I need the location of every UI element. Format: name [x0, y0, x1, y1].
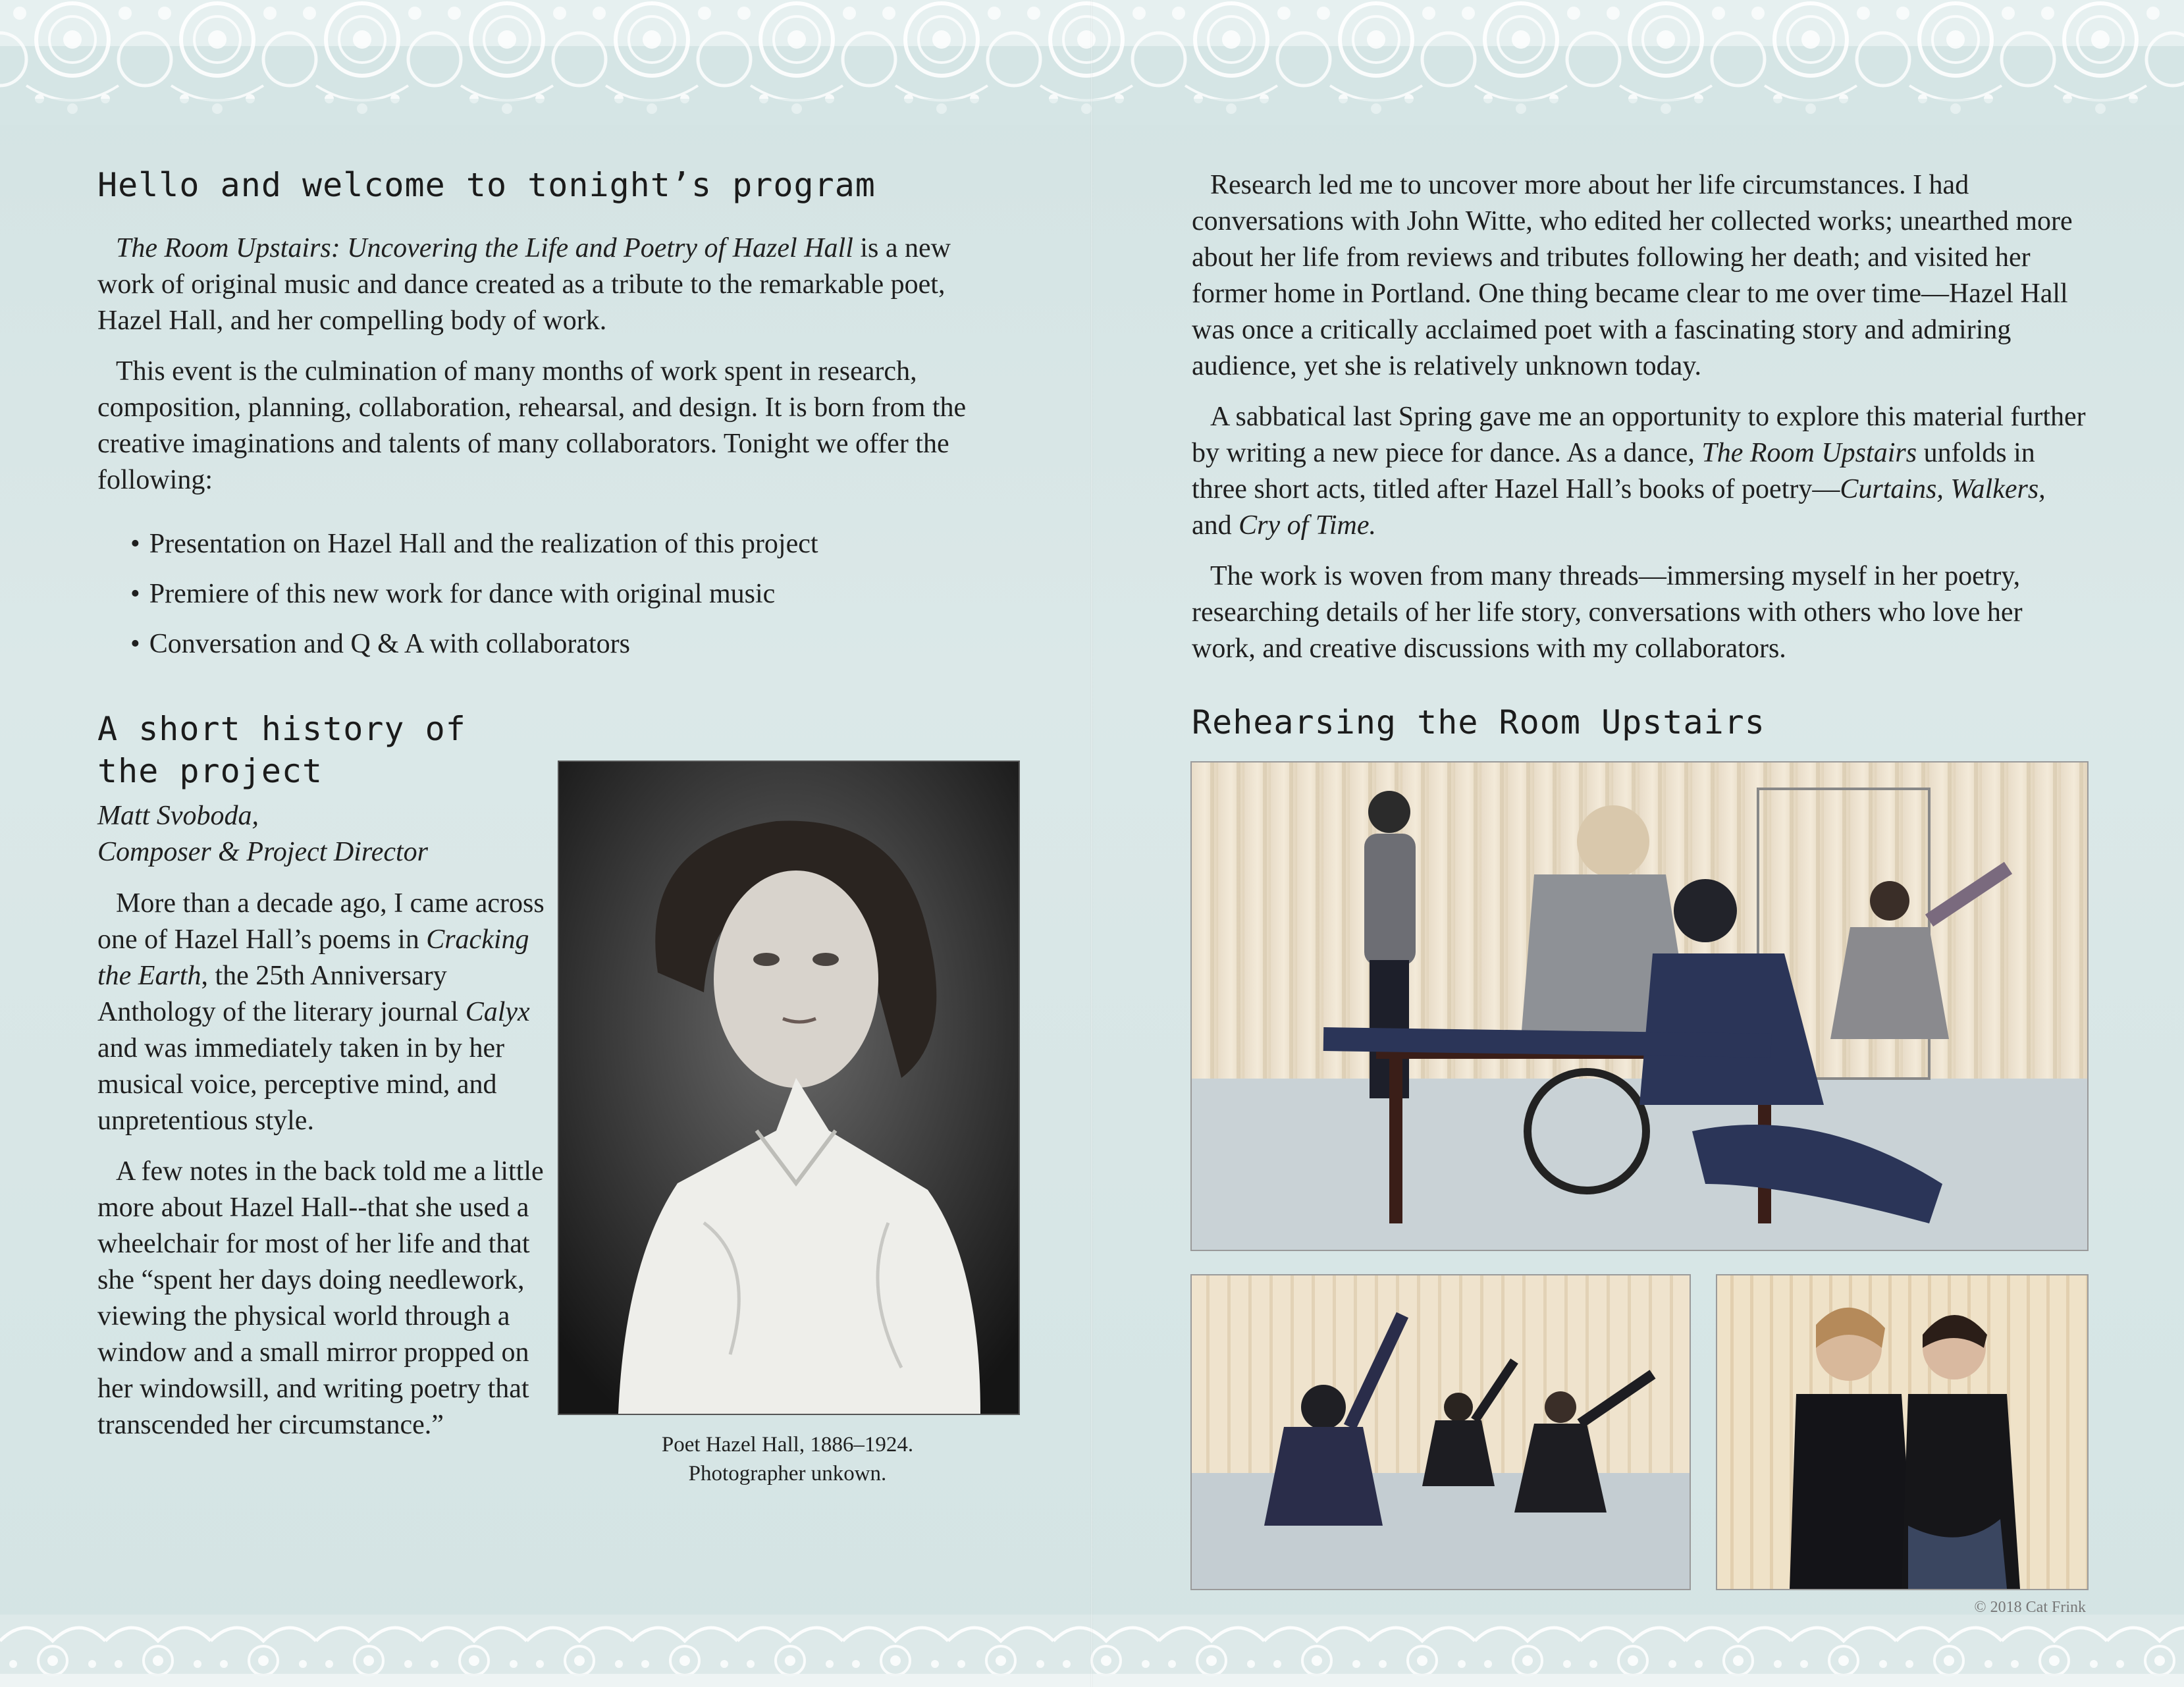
sabbatical-paragraph: [1192, 399, 2087, 544]
right-body: [1192, 167, 2087, 682]
intro-title: The Room Upstairs: Uncovering the Life and Poetry of Hazel Hall: [116, 233, 853, 263]
intro-paragraph: [97, 230, 999, 339]
research-paragraph: Research led me to uncover more about her life circumstances. I had conversations with John Witte, who edited her collected works; unearthed more about her life from reviews and tributes following her death; and visited her former home in Portland. One thing became clear to me over time—Hazel Hall was once a critically acclaimed poet with a fascinating story and admiring audience, yet she is relatively unknown today.: [1192, 170, 2073, 381]
photo-credit: © 2018 Cat Frink: [1974, 1599, 2086, 1616]
history-p1-text-e: and was immediately taken in by her musical voice, perceptive mind, and unpretentious style.: [97, 1033, 505, 1136]
culmination-paragraph: This event is the culmination of many months of work spent in research, composition, planning, collaboration, rehearsal, and design. It is born from the creative imaginations and talents of many collaborators. Tonight we offer the following:: [97, 356, 967, 495]
history-p1-text-a: More than a decade ago, I came across one of Hazel Hall’s poems in: [97, 888, 545, 955]
history-p1-text-c: , the 25th Anniversary Anthology of the literary journal: [97, 961, 466, 1027]
history-author: [97, 798, 539, 870]
sabbatical-text-e: and: [1192, 510, 1239, 541]
book-title-cracking-the-earth: Cracking the Earth: [97, 924, 529, 991]
history-heading-line-2: the project: [97, 752, 323, 790]
portrait-caption-line-2: Photographer unkown.: [688, 1462, 887, 1486]
rehearsal-photo-main: [1190, 761, 2089, 1251]
intro-text: is a new work of original music and dance created as a tribute to the remarkable poet, Hazel Hall, and her compelling body of work.: [97, 233, 951, 336]
portrait-caption-line-1: Poet Hazel Hall, 1886–1924.: [661, 1433, 914, 1457]
list-item: • Premiere of this new work for dance with original music: [130, 569, 999, 619]
history-body: [97, 886, 545, 1458]
rehearsal-heading: Rehearsing the Room Upstairs: [1192, 703, 1765, 741]
history-paragraph-1: [97, 886, 545, 1139]
author-name: Matt Svoboda,: [97, 801, 259, 831]
history-paragraph-2: A few notes in the back told me a little more about Hazel Hall--that she used a wheelchair for most of her life and that she “spent her days doing needlework, viewing the physical world through a window and a small mirror propped on her windowsill, and writing poetry that transcended her circumstance.”: [97, 1156, 544, 1440]
sabbatical-text-c: unfolds in three short acts, titled after Hazel Hall’s books of poetry—: [1192, 438, 2035, 504]
welcome-intro-section: [97, 230, 999, 513]
portrait-caption: [558, 1430, 1017, 1488]
history-heading-line-1: A short history of: [97, 710, 466, 748]
history-heading: [97, 708, 466, 792]
sabbatical-text-a: A sabbatical last Spring gave me an opportunity to explore this material further by writing a new piece for dance. As a dance,: [1192, 402, 2086, 468]
work-title: The Room Upstairs: [1701, 438, 1917, 468]
page-fold: [1090, 0, 1093, 1687]
hazel-hall-portrait-photo: [558, 761, 1020, 1415]
author-role: Composer & Project Director: [97, 837, 428, 867]
book-titles: Curtains, Walkers,: [1840, 474, 2046, 504]
list-item: • Presentation on Hazel Hall and the realization of this project: [130, 519, 999, 569]
rehearsal-photo-collaborators: [1716, 1274, 2089, 1590]
list-item: • Conversation and Q & A with collaborators: [130, 619, 999, 669]
journal-title-calyx: Calyx: [465, 997, 530, 1027]
book-title-cry-of-time: Cry of Time.: [1238, 510, 1377, 541]
woven-paragraph: The work is woven from many threads—immersing myself in her poetry, researching details of her life story, conversations with others who love her work, and creative discussions with my collaborators.: [1192, 561, 2023, 664]
program-bullet-list: [130, 519, 999, 669]
welcome-heading: Hello and welcome to tonight’s program: [97, 166, 876, 204]
rehearsal-photo-floor: [1190, 1274, 1691, 1590]
